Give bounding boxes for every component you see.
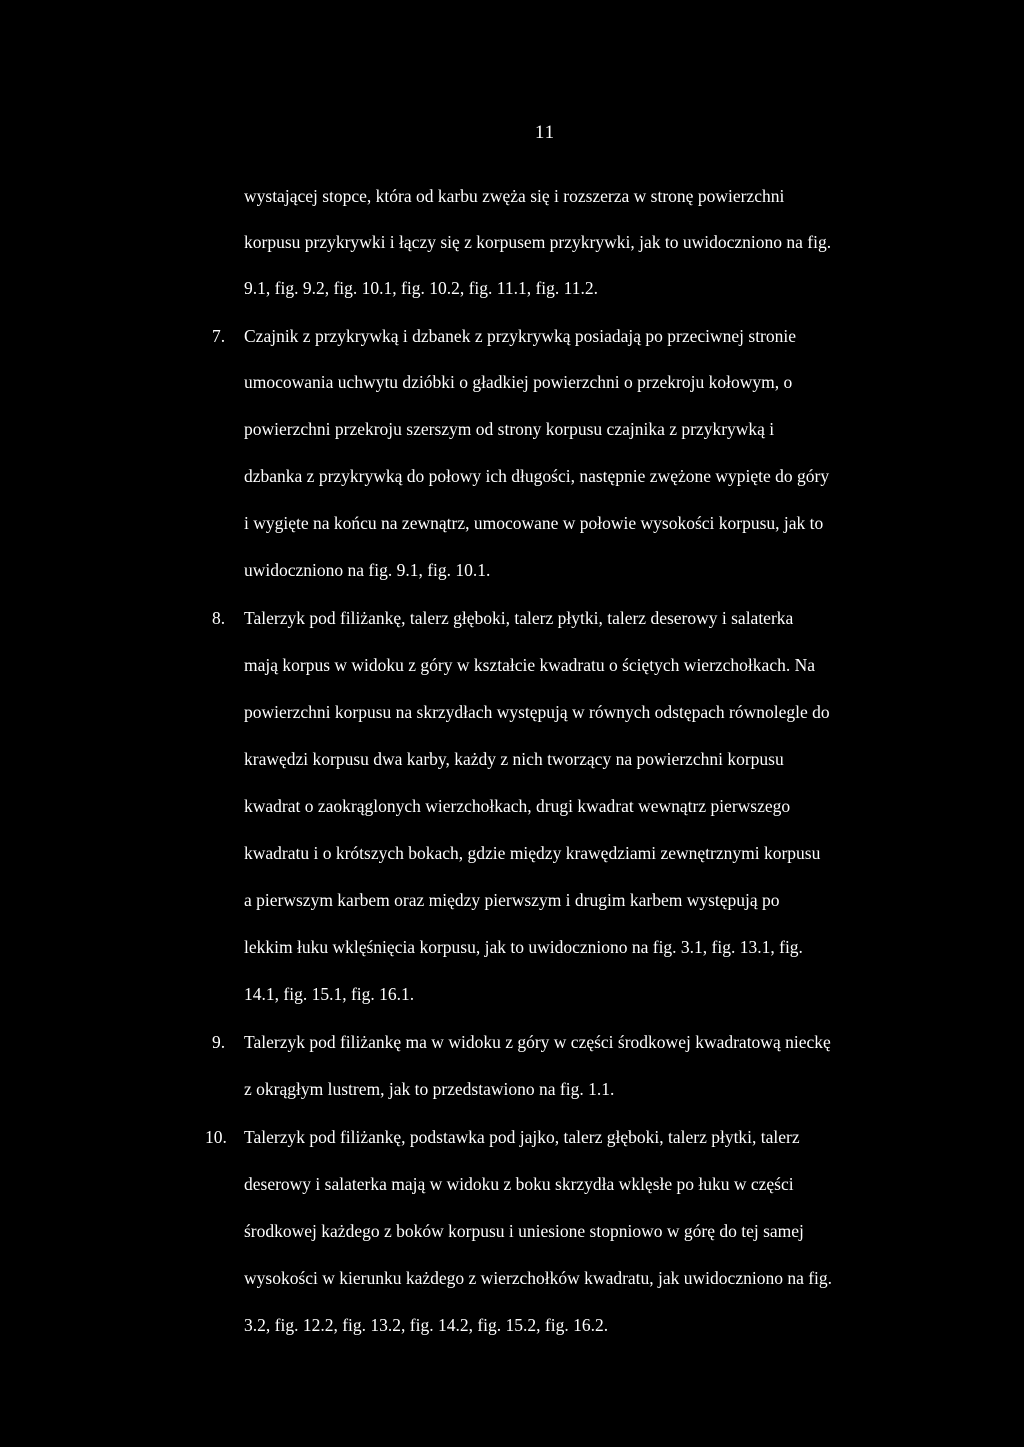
- text-line: wystającej stopce, która od karbu zwęża się i rozszerza w stronę powierzchni: [244, 186, 785, 206]
- text-line: 3.2, fig. 12.2, fig. 13.2, fig. 14.2, fig. 15.2, fig. 16.2.: [244, 1315, 609, 1335]
- text-line: korpusu przykrywki i łączy się z korpusem przykrywki, jak to uwidoczniono na fig.: [244, 232, 832, 252]
- text-line: z okrągłym lustrem, jak to przedstawiono na fig. 1.1.: [244, 1079, 615, 1099]
- text-line: 14.1, fig. 15.1, fig. 16.1.: [244, 984, 415, 1004]
- text-line: środkowej każdego z boków korpusu i uniesione stopniowo w górę do tej samej: [244, 1221, 804, 1241]
- text-line: deserowy i salaterka mają w widoku z boku skrzydła wklęsłe po łuku w części: [244, 1174, 794, 1194]
- text-line: powierzchni przekroju szerszym od strony korpusu czajnika z przykrywką i: [244, 419, 775, 439]
- claim-number: 8.: [212, 608, 226, 628]
- text-line: mają korpus w widoku z góry w kształcie kwadratu o ściętych wierzchołkach. Na: [244, 655, 815, 675]
- text-line: Talerzyk pod filiżankę, talerz głęboki, talerz płytki, talerz deserowy i salaterka: [244, 608, 794, 628]
- text-line: kwadrat o zaokrąglonych wierzchołkach, drugi kwadrat wewnątrz pierwszego: [244, 796, 791, 816]
- claim-number: 10.: [205, 1127, 227, 1147]
- text-line: dzbanka z przykrywką do połowy ich długości, następnie zwężone wypięte do góry: [244, 466, 830, 486]
- text-line: lekkim łuku wklęśnięcia korpusu, jak to uwidoczniono na fig. 3.1, fig. 13.1, fig.: [244, 937, 803, 957]
- claim-number: 9.: [212, 1032, 226, 1052]
- text-line: 9.1, fig. 9.2, fig. 10.1, fig. 10.2, fig. 11.1, fig. 11.2.: [244, 278, 599, 298]
- text-line: krawędzi korpusu dwa karby, każdy z nich tworzący na powierzchni korpusu: [244, 749, 784, 769]
- page-number: 11: [534, 122, 556, 143]
- text-line: Talerzyk pod filiżankę, podstawka pod jajko, talerz głęboki, talerz płytki, talerz: [244, 1127, 800, 1147]
- text-line: uwidoczniono na fig. 9.1, fig. 10.1.: [244, 560, 491, 580]
- text-line: powierzchni korpusu na skrzydłach występują w równych odstępach równolegle do: [244, 702, 830, 722]
- text-line: kwadratu i o krótszych bokach, gdzie między krawędziami zewnętrznymi korpusu: [244, 843, 821, 863]
- text-line: a pierwszym karbem oraz między pierwszym i drugim karbem występują po: [244, 890, 780, 910]
- text-line: Czajnik z przykrywką i dzbanek z przykrywką posiadają po przeciwnej stronie: [244, 326, 797, 346]
- text-line: wysokości w kierunku każdego z wierzchołków kwadratu, jak uwidoczniono na fig.: [244, 1268, 833, 1288]
- text-line: Talerzyk pod filiżankę ma w widoku z góry w części środkowej kwadratową nieckę: [244, 1032, 831, 1052]
- claim-number: 7.: [212, 326, 226, 346]
- text-line: i wygięte na końcu na zewnątrz, umocowane w połowie wysokości korpusu, jak to: [244, 513, 824, 533]
- text-line: umocowania uchwytu dzióbki o gładkiej powierzchni o przekroju kołowym, o: [244, 372, 793, 392]
